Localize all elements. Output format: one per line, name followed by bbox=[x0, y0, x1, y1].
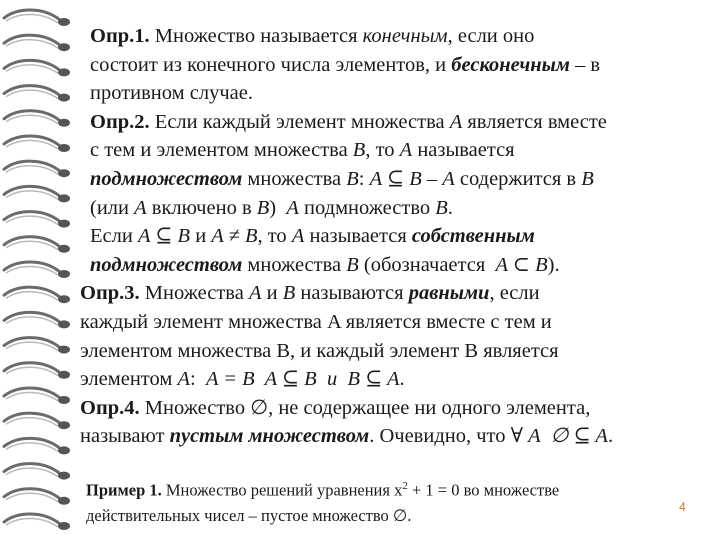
def2-line6 bbox=[84, 251, 708, 280]
var: A bbox=[399, 139, 413, 162]
spiral-hole bbox=[58, 94, 70, 102]
text: Если bbox=[90, 225, 138, 248]
var: A bbox=[248, 282, 262, 305]
term-subset: подмножеством bbox=[90, 253, 243, 276]
spiral-hole bbox=[58, 346, 70, 354]
var: B bbox=[256, 196, 270, 219]
term-infinite: бесконечным bbox=[451, 53, 570, 76]
text: множества bbox=[242, 167, 347, 190]
var: B bbox=[352, 139, 366, 162]
def2-label: Опр.2. bbox=[90, 110, 150, 133]
text: , если оно bbox=[447, 25, 535, 47]
term-empty-set: пустым множеством bbox=[169, 425, 370, 448]
empty-set-symbol: ∅ bbox=[392, 505, 408, 525]
var: A bbox=[286, 196, 299, 219]
spiral-hole bbox=[58, 144, 70, 152]
var: B bbox=[581, 167, 594, 190]
spiral-ring-shade bbox=[6, 518, 58, 527]
spiral-hole bbox=[58, 396, 70, 404]
text: и bbox=[190, 225, 212, 248]
example-line1 bbox=[86, 474, 686, 503]
var: A bbox=[291, 225, 305, 248]
spiral-ring-shade bbox=[6, 140, 58, 149]
term-equal: равными bbox=[408, 282, 490, 305]
formula: B ⊆ A bbox=[347, 368, 400, 391]
def1-line3: противном случае. bbox=[90, 82, 253, 105]
spiral-ring-shade bbox=[6, 392, 58, 401]
spiral-hole bbox=[58, 43, 70, 51]
spiral-ring-shade bbox=[6, 14, 58, 23]
text: Множество bbox=[139, 396, 251, 419]
var: B bbox=[346, 253, 359, 276]
text: . bbox=[447, 196, 453, 219]
text: Множество решений уравнения x bbox=[161, 480, 403, 500]
text: , то bbox=[365, 139, 400, 162]
page-number: 4 bbox=[679, 500, 686, 514]
spiral-hole bbox=[58, 371, 70, 379]
spiral-ring-shade bbox=[6, 443, 58, 452]
formula: ∀ A ∅ ⊆ A bbox=[510, 425, 608, 448]
formula: A = B bbox=[205, 368, 255, 391]
slide-body bbox=[80, 22, 708, 451]
var: A bbox=[442, 167, 455, 190]
text: является вместе bbox=[462, 110, 607, 133]
term-finite: конечным bbox=[362, 25, 448, 47]
spiral-hole bbox=[58, 270, 70, 278]
text: включено в bbox=[146, 196, 257, 219]
spiral-hole bbox=[58, 119, 70, 127]
text: – в bbox=[569, 53, 601, 76]
text: называются bbox=[295, 282, 409, 305]
text: называют bbox=[80, 425, 170, 448]
text: + 1 = 0 во множестве bbox=[407, 480, 560, 500]
def2-line5 bbox=[84, 222, 708, 251]
def3-line4 bbox=[80, 365, 708, 394]
spiral-ring-shade bbox=[6, 191, 58, 200]
spiral-hole bbox=[58, 446, 70, 454]
text: и bbox=[316, 368, 348, 391]
spiral-ring-shade bbox=[6, 418, 58, 427]
text: (или bbox=[90, 196, 135, 219]
text: действительных чисел – пустое множество bbox=[86, 505, 393, 525]
text: (обозначается bbox=[358, 253, 496, 276]
def2-line3 bbox=[84, 165, 708, 194]
def3-label: Опр.3. bbox=[80, 282, 140, 305]
term-proper: собственным bbox=[411, 225, 535, 248]
var: A bbox=[177, 368, 190, 391]
spiral-hole bbox=[58, 18, 70, 26]
formula: A ≠ B bbox=[211, 225, 258, 248]
text: Если каждый элемент множества bbox=[149, 110, 450, 133]
example-label: Пример 1. bbox=[86, 480, 162, 500]
var: B bbox=[346, 167, 359, 190]
spiral-ring-shade bbox=[6, 65, 58, 74]
text: , если bbox=[489, 282, 540, 305]
text: с тем и элементом множества bbox=[90, 139, 353, 162]
text: . bbox=[407, 505, 412, 525]
spiral-hole bbox=[58, 522, 70, 530]
spiral-ring-shade bbox=[6, 216, 58, 225]
spiral-ring-shade bbox=[6, 241, 58, 250]
text: , то bbox=[257, 225, 292, 248]
spiral-ring-shade bbox=[6, 493, 58, 502]
spiral-ring-shade bbox=[6, 317, 58, 326]
empty-set-symbol: ∅ bbox=[250, 396, 269, 419]
spiral-hole bbox=[58, 320, 70, 328]
text: . Очевидно, что bbox=[369, 425, 511, 448]
text: подмножество bbox=[298, 196, 436, 219]
def1-line1 bbox=[84, 22, 708, 51]
var: A bbox=[449, 110, 463, 133]
text: называется bbox=[304, 225, 412, 248]
text: состоит из конечного числа элементов, и bbox=[90, 53, 452, 76]
var: A bbox=[134, 196, 147, 219]
def4-line1 bbox=[80, 394, 708, 423]
var: B bbox=[282, 282, 296, 305]
spiral-ring-shade bbox=[6, 468, 58, 477]
text: ). bbox=[547, 253, 560, 276]
spiral-hole bbox=[58, 220, 70, 228]
formula: A ⊆ B bbox=[369, 167, 422, 190]
def3-line2: каждый элемент множества A является вместе с тем и bbox=[80, 310, 552, 333]
spiral-ring-shade bbox=[6, 166, 58, 175]
def3-line3: элементом множества B, и каждый элемент B является bbox=[80, 339, 559, 362]
text: . bbox=[399, 368, 405, 391]
def3-line1 bbox=[80, 279, 708, 308]
term-subset: подмножеством bbox=[90, 167, 243, 190]
text: . bbox=[607, 425, 614, 448]
spiral-hole bbox=[58, 169, 70, 177]
text: : bbox=[358, 167, 370, 190]
text: : bbox=[189, 368, 206, 391]
spiral-ring-shade bbox=[6, 342, 58, 351]
text: и bbox=[261, 282, 283, 305]
def1-label: Опр.1. bbox=[90, 25, 150, 47]
text: ) bbox=[269, 196, 287, 219]
spiral-hole bbox=[58, 194, 70, 202]
spiral-hole bbox=[58, 68, 70, 76]
example-1 bbox=[86, 474, 686, 528]
def4-label: Опр.4. bbox=[80, 396, 140, 419]
formula: A ⊆ B bbox=[254, 368, 317, 391]
def1-line2 bbox=[84, 51, 708, 80]
text: элементом bbox=[80, 368, 178, 391]
var: B bbox=[435, 196, 448, 219]
spiral-hole bbox=[58, 472, 70, 480]
spiral-binding-icon bbox=[0, 0, 80, 540]
formula: A ⊂ B bbox=[495, 253, 548, 276]
text: множества bbox=[242, 253, 347, 276]
spiral-ring-shade bbox=[6, 367, 58, 376]
spiral-ring-shade bbox=[6, 266, 58, 275]
text: , не содержащее ни одного элемента, bbox=[268, 396, 591, 419]
example-line2 bbox=[86, 503, 686, 528]
def2-line1 bbox=[84, 108, 708, 137]
def2-line2 bbox=[84, 136, 708, 165]
text: Множество называется bbox=[149, 25, 363, 47]
spiral-ring-shade bbox=[6, 40, 58, 49]
spiral-hole bbox=[58, 497, 70, 505]
def4-line2 bbox=[80, 422, 708, 451]
text: – bbox=[421, 167, 443, 190]
text: называется bbox=[412, 139, 515, 162]
spiral-hole bbox=[58, 295, 70, 303]
spiral-hole bbox=[58, 245, 70, 253]
formula: A ⊆ B bbox=[137, 225, 191, 248]
spiral-ring-shade bbox=[6, 90, 58, 99]
def2-line4 bbox=[84, 194, 708, 223]
superscript: 2 bbox=[402, 480, 408, 492]
spiral-ring-shade bbox=[6, 292, 58, 301]
spiral-ring-shade bbox=[6, 115, 58, 124]
spiral-hole bbox=[58, 421, 70, 429]
text: содержится в bbox=[454, 167, 582, 190]
text: Множества bbox=[139, 282, 249, 305]
